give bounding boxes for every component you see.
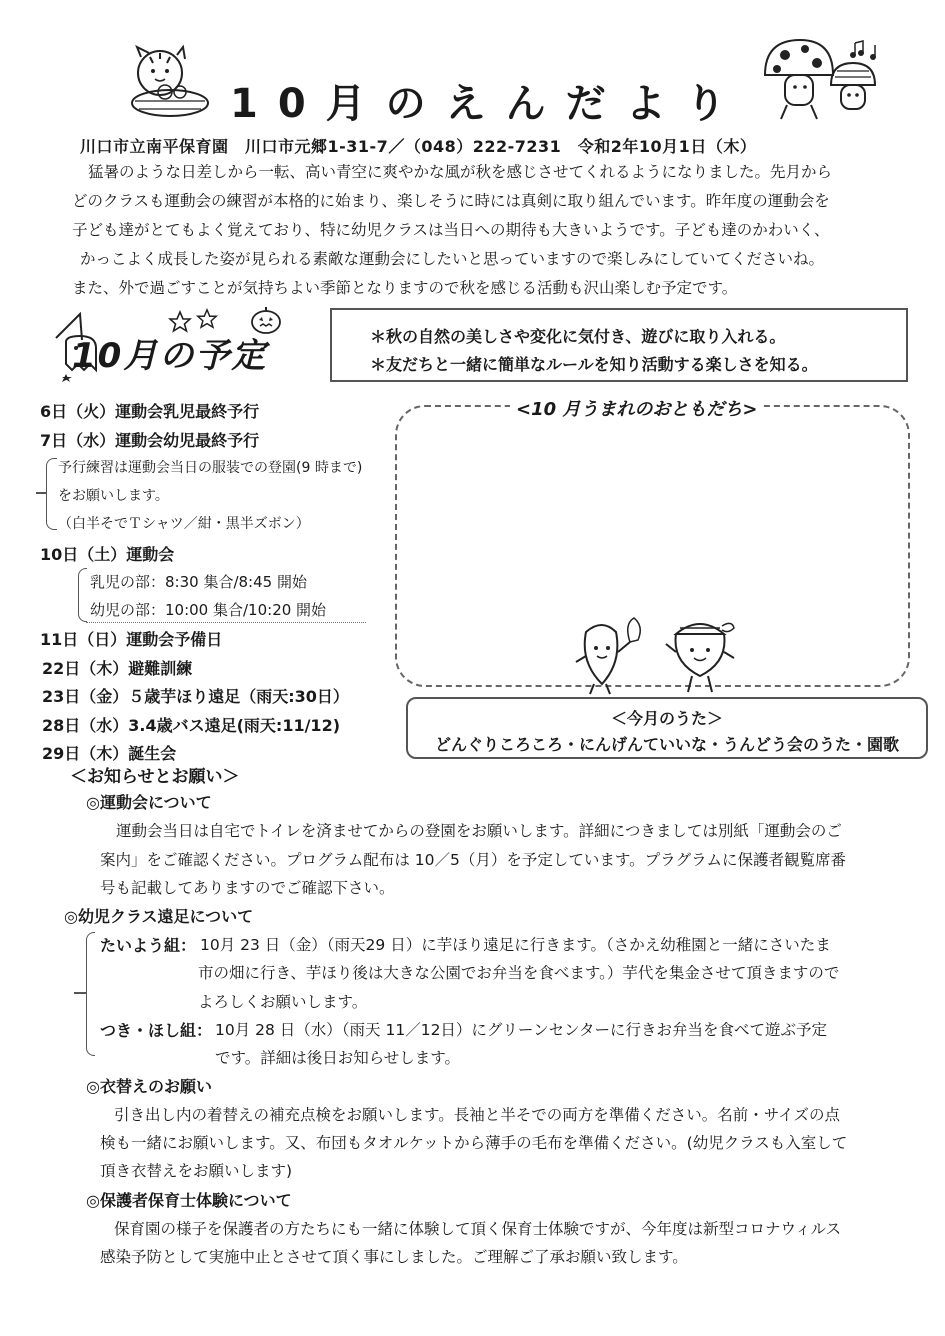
- section-bracket: [86, 932, 95, 1056]
- song-list: どんぐりころころ・にんげんていいな・うんどう会のうた・園歌: [434, 735, 899, 754]
- song-box: [406, 697, 928, 759]
- section-heading: ◎幼児クラス遠足について: [64, 907, 254, 926]
- section-text: です。詳細は後日お知らせします。: [215, 1049, 461, 1067]
- star-icon: [196, 308, 218, 330]
- page-title: 10月のえんだより: [230, 81, 746, 127]
- schedule-item: 11日（日）運動会予備日: [40, 630, 223, 649]
- acorn-characters-illustration: [572, 612, 742, 697]
- intro-line: かっこよく成長した姿が見られる素敵な運動会にしたいと思っていますので楽しみにしていてくださいね。: [80, 250, 825, 268]
- section-text: 号も記載してありますのでご確認下さい。: [100, 879, 395, 897]
- section-text: よろしくお願いします。: [198, 993, 368, 1011]
- section-heading: ◎運動会について: [86, 793, 212, 812]
- schedule-item: 7日（水）運動会幼児最終予行: [40, 431, 260, 450]
- section-text: 引き出し内の着替えの補充点検をお願いします。長袖と半そでの両方を準備ください。名前・サイズの点: [114, 1106, 841, 1124]
- schedule-note: 乳児の部：8:30 集合/8:45 開始: [90, 573, 307, 591]
- section-text: 運動会当日は自宅でトイレを済ませてからの登園をお願いします。詳細につきましては別紙「運動会のご: [116, 822, 842, 840]
- header-contact-line: 川口市立南平保育園 川口市元郷1-31-7／（048）222-7231 令和2年10月1日（木）: [80, 137, 757, 156]
- monthly-goals-box: [330, 308, 908, 382]
- section-text: 10月 28 日（水）（雨天 11／12日）にグリーンセンターに行きお弁当を食べて遊ぶ予定: [215, 1021, 827, 1039]
- section-text: 市の畑に行き、芋ほり後は大きな公園でお弁当を食べます。）芋代を集金させて頂きますので: [198, 964, 840, 982]
- section-text: 検も一緒にお願いします。又、布団もタオルケットから薄手の毛布を準備ください。(幼児クラスも入室して: [100, 1134, 848, 1152]
- note-bracket: [78, 568, 87, 622]
- section-text: 10月 23 日（金）（雨天29 日）に芋ほり遠足に行きます。（さかえ幼稚園と一緒にさいたま: [200, 936, 831, 954]
- goal-item: ＊秋の自然の美しさや変化に気付き、遊びに取り入れる。: [370, 327, 786, 346]
- schedule-item: 6日（火）運動会乳児最終予行: [40, 402, 260, 421]
- goal-item: ＊友だちと一緒に簡単なルールを知り活動する楽しさを知る。: [370, 355, 818, 374]
- notices-title: ＜お知らせとお願い＞: [70, 767, 240, 787]
- intro-line: また、外で過ごすことが気持ちよい季節となりますので秋を感じる活動も沢山楽しむ予定です。: [72, 279, 738, 297]
- mushroom-illustration: [755, 35, 885, 125]
- section-heading: ◎衣替えのお願い: [86, 1077, 212, 1096]
- schedule-item: 28日（水）3.4歳バス遠足(雨天:11/12): [42, 716, 341, 735]
- schedule-note: をお願いします。: [58, 488, 169, 504]
- section-text: 保育園の様子を保護者の方たちにも一緒に体験して頂く保育士体験ですが、今年度は新型コロナウィルス: [114, 1220, 842, 1238]
- bracket-tick: [74, 992, 86, 994]
- schedule-item: 22日（木）避難訓練: [42, 659, 193, 678]
- pumpkin-icon: [250, 306, 282, 334]
- bracket-tick: [36, 492, 46, 494]
- song-title: ＜今月のうた＞: [610, 709, 723, 728]
- schedule-heading: 10月の予定: [72, 336, 268, 376]
- section-text: 案内」をご確認ください。プログラム配布は 10／5（月）を予定しています。プラグラムに保護者観覧席番: [100, 851, 846, 869]
- birthday-title: <10 月うまれのおともだち>: [510, 395, 763, 421]
- dotted-underline: [86, 622, 366, 623]
- schedule-note: 幼児の部：10:00 集合/10:20 開始: [90, 601, 327, 619]
- section-heading: ◎保護者保育士体験について: [86, 1191, 292, 1210]
- star-icon: [168, 310, 192, 334]
- schedule-note: （白半そでＴシャツ／紺・黒半ズボン）: [58, 516, 310, 532]
- schedule-item: 29日（木）誕生会: [42, 744, 177, 763]
- intro-line: どのクラスも運動会の練習が本格的に始まり、楽しそうに時には真剣に取り組んでいます。昨年度の運動会を: [72, 192, 830, 210]
- class-label: つき・ほし組：: [100, 1021, 213, 1040]
- note-bracket: [46, 458, 57, 530]
- class-label: たいよう組：: [100, 936, 197, 955]
- tiger-basket-illustration: [125, 45, 215, 120]
- intro-line: 猛暑のような日差しから一転、高い青空に爽やかな風が秋を感じさせてくれるようになりました。先月から: [88, 163, 833, 181]
- section-text: 頂き衣替えをお願いします): [100, 1162, 293, 1180]
- section-text: 感染予防として実施中止とさせて頂く事にしました。ご理解ご了承お願い致します。: [100, 1248, 688, 1266]
- intro-line: 子ども達がとてもよく覚えており、特に幼児クラスは当日への期待も大きいようです。子ども達のかわいく、: [72, 221, 830, 239]
- schedule-item: 10日（土）運動会: [40, 545, 175, 564]
- schedule-note: 予行練習は運動会当日の服装での登園(9 時まで): [58, 460, 363, 476]
- schedule-item: 23日（金）５歳芋ほり遠足（雨天:30日）: [42, 687, 349, 706]
